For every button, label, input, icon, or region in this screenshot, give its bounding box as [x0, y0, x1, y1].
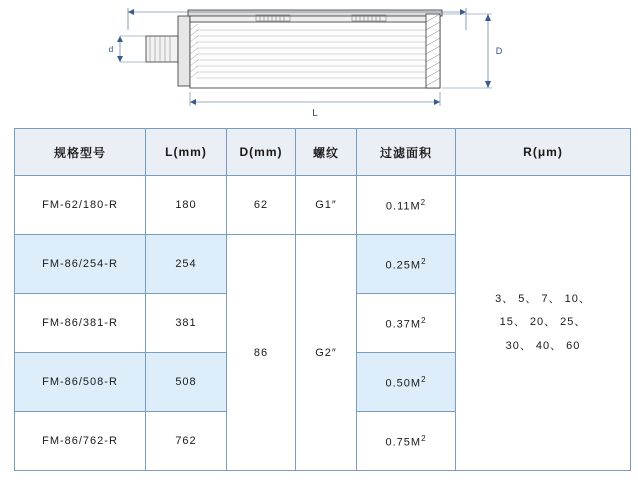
cell-thread: G1″ — [296, 176, 357, 235]
filter-area-value: 0.37M — [385, 318, 422, 331]
cell-model: FM-86/254-R — [15, 235, 146, 294]
cell-filter-area — [357, 176, 456, 235]
header-thread: 螺纹 — [296, 129, 357, 176]
cell-filter-area — [357, 412, 456, 471]
header-diameter: D(mm) — [227, 129, 296, 176]
cell-model: FM-86/508-R — [15, 353, 146, 412]
filter-area-value: 0.75M — [385, 436, 422, 449]
cell-length: 508 — [146, 353, 227, 412]
cell-diameter: 86 — [227, 235, 296, 471]
dimension-label-d-small: d — [108, 45, 114, 54]
spec-table-container — [14, 128, 624, 471]
filter-area-exponent: 2 — [421, 374, 427, 384]
technical-drawing — [0, 0, 638, 120]
cell-model: FM-86/762-R — [15, 412, 146, 471]
rating-line-1: 3、 5、 7、 10、 — [495, 293, 591, 306]
filter-area-value: 0.11M — [385, 200, 421, 213]
cell-model: FM-86/381-R — [15, 294, 146, 353]
header-rating: R(μm) — [456, 129, 631, 176]
filter-area-exponent: 2 — [421, 315, 427, 325]
cell-length: 180 — [146, 176, 227, 235]
cell-length: 381 — [146, 294, 227, 353]
cell-rating — [456, 176, 631, 471]
dimension-label-d-big: D — [495, 46, 503, 56]
cell-model: FM-62/180-R — [15, 176, 146, 235]
cell-thread: G2″ — [296, 235, 357, 471]
cell-filter-area — [357, 353, 456, 412]
cell-filter-area — [357, 235, 456, 294]
filter-area-exponent: 2 — [421, 433, 427, 443]
filter-area-value: 0.25M — [385, 259, 422, 272]
rating-line-2: 15、 20、 25、 — [499, 316, 587, 329]
filter-area-exponent: 2 — [420, 197, 427, 207]
rating-line-3: 30、 40、 60 — [505, 339, 581, 352]
filter-element-diagram — [0, 0, 638, 120]
cell-length: 254 — [146, 235, 227, 294]
cell-length: 762 — [146, 412, 227, 471]
header-model: 规格型号 — [15, 129, 146, 176]
table-header — [15, 129, 631, 176]
table-body — [15, 176, 631, 471]
table-row — [15, 176, 631, 235]
header-filter-area: 过滤面积 — [357, 129, 456, 176]
header-row — [15, 129, 631, 176]
filter-area-exponent: 2 — [421, 256, 427, 266]
spec-table — [14, 128, 631, 471]
cell-diameter: 62 — [227, 176, 296, 235]
dimension-label-l: L — [312, 108, 318, 119]
header-length: L(mm) — [146, 129, 227, 176]
filter-area-value: 0.50M — [385, 377, 422, 390]
cell-filter-area — [357, 294, 456, 353]
